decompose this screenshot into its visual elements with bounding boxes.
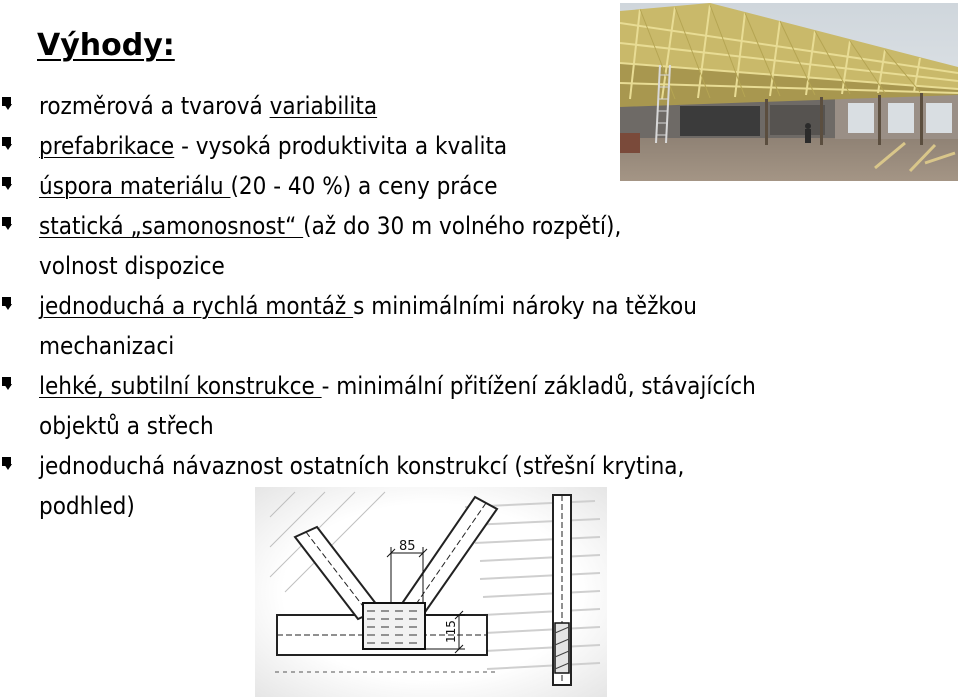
bullet-text-underlined: lehké, subtilní konstrukce [39, 372, 322, 400]
truss-joint-drawing [255, 487, 607, 697]
dimension-label-top: 85 [399, 539, 416, 554]
bullet-text-underlined: variabilita [269, 92, 378, 120]
bullet-text: jednoduchá návaznost ostatních konstrukcí (střešní krytina, [39, 452, 685, 480]
bullet-continuation: mechanizaci [39, 332, 175, 360]
bullet-text-underlined: úspora materiálu [39, 172, 231, 200]
bullet-continuation: podhled) [39, 492, 135, 520]
bullet-text: - vysoká produktivita a kvalita [174, 132, 508, 160]
list-item [0, 206, 960, 286]
bullet-text: (až do 30 m volného rozpětí), [303, 212, 622, 240]
bullet-icon [2, 457, 12, 473]
bullet-text-underlined: jednoduchá a rychlá montáž [39, 292, 354, 320]
slide-title: Výhody: [37, 28, 175, 63]
bullet-icon [2, 217, 12, 233]
bullet-text: s minimálními nároky na těžkou [353, 292, 697, 320]
list-item [0, 286, 960, 366]
bullet-continuation: objektů a střech [39, 412, 214, 440]
bullet-icon [2, 97, 12, 113]
roof-truss-photo [620, 3, 958, 181]
bullet-text: - minimální přitížení základů, stávajících [321, 372, 756, 400]
bullet-icon [2, 177, 12, 193]
bullet-text: rozměrová a tvarová [39, 92, 270, 120]
dimension-label-side: 115 [444, 620, 458, 643]
bullet-icon [2, 377, 12, 393]
bullet-icon [2, 137, 12, 153]
bullet-continuation: volnost dispozice [39, 252, 225, 280]
bullet-icon [2, 297, 12, 313]
bullet-text-underlined: prefabrikace [39, 132, 175, 160]
list-item [0, 366, 960, 446]
bullet-text: (20 - 40 %) a ceny práce [230, 172, 498, 200]
bullet-text-underlined: statická „samonosnost“ [39, 212, 304, 240]
